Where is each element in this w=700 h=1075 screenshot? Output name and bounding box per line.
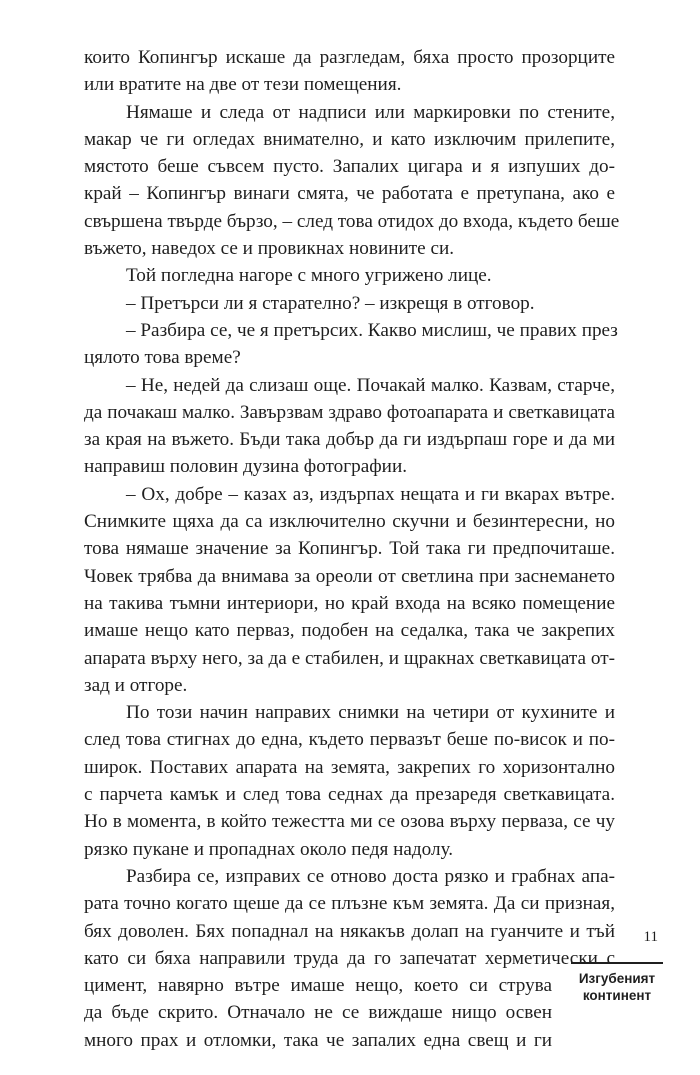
text-line: апарата върху него, за да е стабилен, и щракнах светкавицата от- (84, 647, 615, 669)
text-line: или вратите на две от тези помещения. (84, 74, 402, 96)
text-line: мястото беше съвсем пусто. Запалих цигара и я изпуших до- (84, 156, 615, 178)
text-line: По този начин направих снимки на четири от кухините и (126, 702, 615, 724)
text-line: това нямаше значение за Копингър. Той така ги предпочиташе. (84, 538, 615, 560)
text-line: край – Копингър винаги смята, че работата е претупана, ако е (84, 183, 615, 205)
text-line: Човек трябва да внимава за ореоли от светлина при заснемането (84, 565, 615, 587)
running-title-line: Изгубеният (578, 971, 656, 986)
text-line: рязко пукане и пропаднах около педя надолу. (84, 838, 454, 860)
text-line: зад и отгоре. (84, 674, 188, 696)
text-line: Но в момента, в който тежестта ми се озова върху перваза, се чу (84, 811, 615, 833)
text-line: Снимките щяха да са изключително скучни и безинтересни, но (84, 511, 615, 533)
text-line: на такива тъмни интериори, но край входа на всяко помещение (84, 592, 615, 614)
text-line: цялото това време? (84, 347, 241, 369)
text-line: – Претърси ли я старателно? – изкрещя в отговор. (126, 292, 535, 314)
text-line: свършена твърде бързо, – след това отидох до входа, където беше (84, 210, 620, 232)
text-line: макар че ги огледах внимателно, и като изключим прилепите, (84, 128, 615, 150)
text-line: които Копингър искаше да разгледам, бяха просто прозорците (84, 47, 615, 68)
text-line: имаше нещо като перваз, подобен на седалка, така че закрепих (84, 620, 615, 642)
text-line: – Не, недей да слизаш още. Почакай малко. Казвам, старче, (126, 374, 615, 396)
text-line: с парчета камък и след това седнах да презаредя светкавицата. (84, 784, 615, 806)
text-line: като си бяха направили труда да го запечатат херметически с (84, 947, 615, 969)
text-line: – Ох, добре – казах аз, издърпах нещата и ги вкарах вътре. (126, 483, 615, 505)
text-line: рата точно когато щеше да се плъзне към земята. Да си призная, (84, 893, 615, 915)
text-line: Разбира се, изправих се отново доста рязко и грабнах апа- (126, 865, 615, 887)
text-line: – Разбира се, че я претърсих. Какво мислиш, че правих през (126, 319, 618, 341)
text-line: бях доволен. Бях попаднал на някакъв долап на гуанчите и тъй (84, 920, 615, 942)
text-line: за края на въжето. Бъди така добър да ги издърпаш горе и да ми (84, 429, 615, 451)
text-line: цимент, навярно вътре имаше нещо, което си струва (84, 975, 552, 997)
page-number: 11 (643, 929, 658, 945)
running-title-line: континент (582, 988, 652, 1003)
text-line: да почакаш малко. Завързвам здраво фотоапарата и светкавицата (84, 401, 615, 423)
text-line: много прах и отломки, така че запалих една свещ и ги (84, 1029, 552, 1051)
text-line: въжето, наведох се и провикнах новините си. (84, 238, 455, 260)
text-line: направиш половин дузина фотографии. (84, 456, 408, 478)
text-line: след това стигнах до една, където первазът беше по-висок и по- (84, 729, 615, 751)
text-line: широк. Поставих апарата на земята, закрепих го хоризонтално (84, 756, 615, 778)
text-line: да бъде скрито. Отначало не се виждаше нищо освен (84, 1002, 552, 1024)
running-title (571, 962, 663, 1004)
text-line: Той погледна нагоре с много угрижено лице. (126, 265, 492, 287)
text-line: Нямаше и следа от надписи или маркировки по стените, (126, 101, 615, 123)
